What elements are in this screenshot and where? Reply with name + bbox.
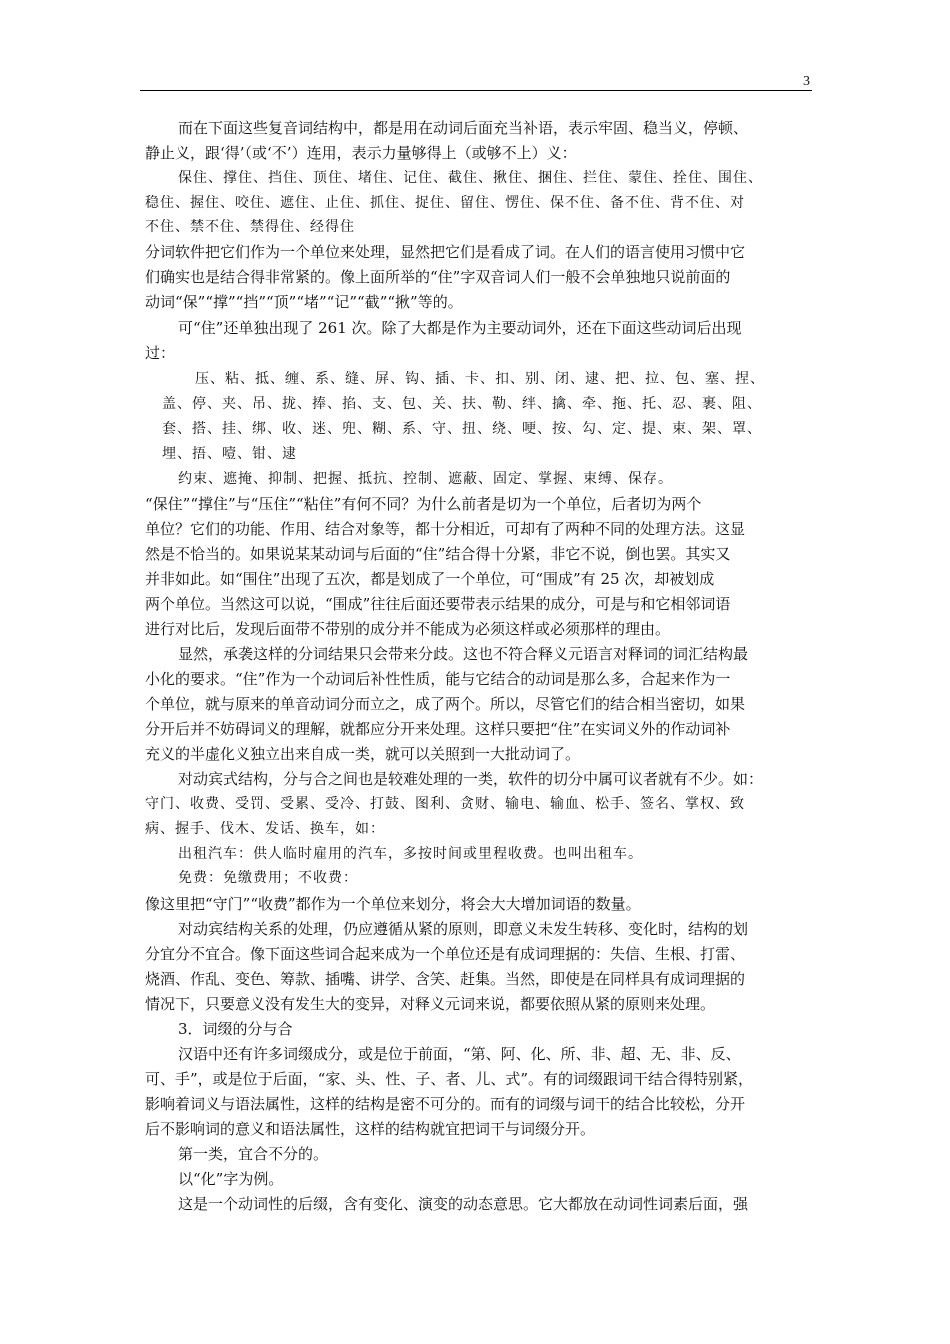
text-line: “保住”“撑住”与“压住”“粘住”有何不同？为什么前者是切为一个单位，后者切为两个 — [145, 495, 702, 513]
text-line: 进行对比后，发现后面带不带别的成分并不能成为必须这样或必须那样的理由。 — [145, 620, 671, 638]
text-line: 而在下面这些复音词结构中，都是用在动词后面充当补语，表示牢固、稳当义，停顿、 — [178, 119, 749, 137]
example-line: 守门、收费、受罚、受累、受冷、打鼓、图利、贪财、输电、输血、松手、签名、掌权、致 — [145, 796, 745, 812]
text-line: 汉语中还有许多词缀成分，或是位于前面，“第、阿、化、所、非、超、无、非、反、 — [178, 1045, 741, 1063]
text-line: 分开后并不妨碍词义的理解，就都应分开来处理。这样只要把“住”在实词义外的作动词补 — [145, 720, 731, 738]
example-line: 盖、停、夹、吊、拢、捧、掐、支、包、关、扶、勒、绊、擒、牵、拖、托、忍、裹、阻、 — [162, 396, 762, 412]
section-heading: 3．词缀的分与合 — [178, 1020, 293, 1038]
text-line: 影响着词义与语法属性，这样的结构是密不可分的。而有的词缀与词干的结合比较松，分开 — [145, 1095, 746, 1113]
text-line: 情况下，只要意义没有发生大的变异，对释义元词来说，都要依照从紧的原则来处理。 — [145, 995, 716, 1013]
text-line: 两个单位。当然这可以说，“围成”往往后面还要带表示结果的成分，可是与和它相邻词语 — [145, 595, 731, 613]
text-line: 们确实也是结合得非常紧的。像上面所举的“住”字双音词人们一般不会单独地只说前面的 — [145, 268, 731, 286]
text-line: 分词软件把它们作为一个单位来处理，显然把它们是看成了词。在人们的语言使用习惯中它 — [145, 243, 746, 261]
header-rule — [140, 90, 812, 91]
text-line: 显然，承袭这样的分词结果只会带来分歧。这也不符合释义元语言对释词的词汇结构最 — [178, 645, 749, 663]
example-line: 不住、禁不住、禁得住、经得住 — [145, 219, 355, 235]
text-line: 后不影响词的意义和语法属性，这样的结构就宜把词干与词缀分开。 — [145, 1120, 596, 1138]
text-line: 以“化”字为例。 — [178, 1170, 284, 1188]
text-line: 烧酒、作乱、变色、筹款、插嘴、讲学、含笑、赶集。当然，即使是在同样具有成词理据的 — [145, 970, 746, 988]
text-line: 然是不恰当的。如果说某某动词与后面的“住”结合得十分紧，非它不说，倒也罢。其实又 — [145, 545, 731, 563]
example-line: 约束、遮掩、抑制、把握、抵抗、控制、遮蔽、固定、掌握、束缚、保存。 — [178, 471, 673, 487]
text-line: 对动宾结构关系的处理，仍应遵循从紧的原则，即意义未发生转移、变化时，结构的划 — [178, 920, 749, 938]
text-line: 这是一个动词性的后缀，含有变化、演变的动态意思。它大都放在动词性词素后面，强 — [178, 1195, 749, 1213]
text-line: 动词“保”“撑”“挡”“顶”“堵”“记”“截”“揪”等的。 — [145, 293, 463, 311]
text-line: 对动宾式结构，分与合之间也是较难处理的一类，软件的切分中属可议者就有不少。如： — [178, 770, 764, 788]
text-line: 过： — [145, 344, 176, 362]
definition-line: 出租汽车：供人临时雇用的汽车，多按时间或里程收费。也叫出租车。 — [178, 846, 643, 862]
text-line: 充义的半虚化义独立出来自成一类，就可以关照到一大批动词了。 — [145, 745, 581, 763]
text-line: 静止义，跟‘得’（或‘不’）连用，表示力量够得上（或够不上）义： — [145, 144, 577, 162]
text-line: 第一类，宜合不分的。 — [178, 1145, 329, 1163]
text-line: 像这里把“守门”“收费”都作为一个单位来划分，将会大大增加词语的数量。 — [145, 895, 641, 913]
text-line: 可、手”，或是位于后面，“家、头、性、子、者、儿、式”。有的词缀跟词干结合得特别紧， — [145, 1070, 754, 1088]
text-line: 分宜分不宜合。像下面这些词合起来成为一个单位还是有成词理据的：失信、生根、打雷、 — [145, 945, 746, 963]
example-line: 套、搭、挂、绑、收、迷、兜、糊、系、守、扭、绕、哽、按、勾、定、提、束、架、罩、 — [162, 421, 762, 437]
text-line: 并非如此。如“围住”出现了五次，都是划成了一个单位，可“围成”有 25 次，却被划成 — [145, 570, 715, 588]
example-line: 稳住、握住、咬住、遮住、止住、抓住、捉住、留住、愣住、保不住、备不住、背不住、对 — [145, 195, 745, 211]
example-line: 埋、捂、噎、钳、逮 — [162, 446, 297, 462]
text-line: 单位？它们的功能、作用、结合对象等，都十分相近，可却有了两种不同的处理方法。这显 — [145, 520, 746, 538]
example-line: 压、粘、抵、缠、系、缝、屏、钩、插、卡、扣、别、闭、逮、把、拉、包、塞、捏、 — [195, 371, 765, 387]
page-number: 3 — [803, 74, 810, 89]
text-line: 可“住”还单独出现了 261 次。除了大都是作为主要动词外，还在下面这些动词后出现 — [178, 319, 742, 337]
text-line: 小化的要求。“住”作为一个动词后补性性质，能与它结合的动词是那么多，合起来作为一 — [145, 670, 731, 688]
definition-line: 免费：免缴费用；不收费： — [178, 870, 358, 886]
example-line: 病、握手、伐木、发话、换车，如： — [145, 821, 385, 837]
example-line: 保住、撑住、挡住、顶住、堵住、记住、截住、揪住、捆住、拦住、蒙住、拴住、围住、 — [178, 170, 763, 186]
text-line: 个单位，就与原来的单音动词分而立之，成了两个。所以，尽管它们的结合相当密切，如果 — [145, 695, 746, 713]
